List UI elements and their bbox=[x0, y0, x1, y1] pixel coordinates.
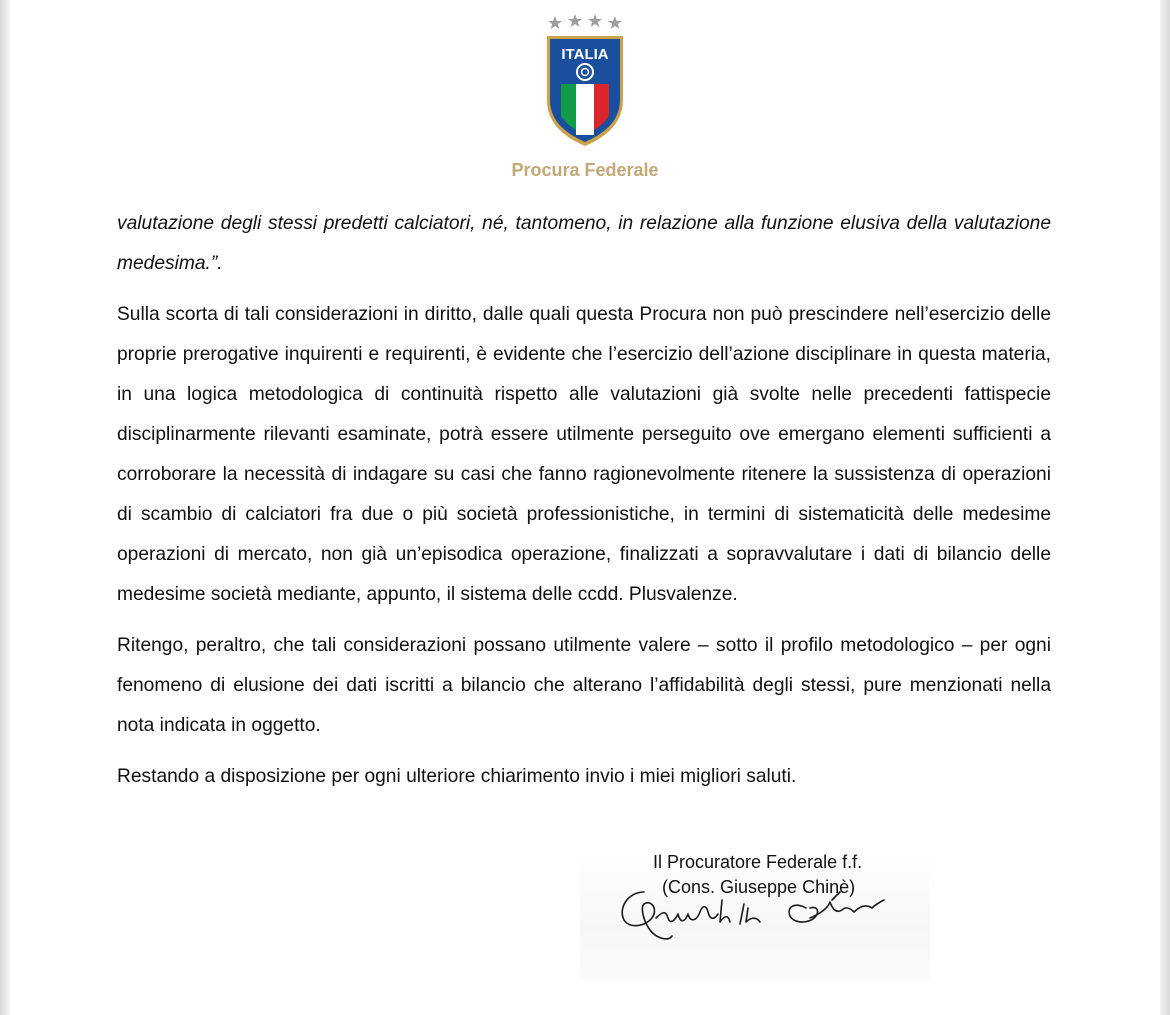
figc-italia-logo bbox=[541, 12, 629, 152]
paragraph-considerations: Sulla scorta di tali considerazioni in diritto, dalle quali questa Procura non può prescindere nell’esercizio delle proprie prerogative inquirenti e requirenti, è evidente che l’esercizio dell’azione disciplinare in questa materia, in una logica metodologica di continuità rispetto alle valutazioni già svolte nelle precedenti fattispecie disciplinarmente rilevanti esaminate, potrà essere utilmente perseguito ove emergano elementi sufficienti a corroborare la necessità di indagare su casi che fanno ragionevolmente ritenere la sussistenza di operazioni di scambio di calciatori fra due o più società professionistiche, in termini di sistematicità delle medesime operazioni di mercato, non già un’episodica operazione, finalizzati a sopravvalutare i dati di bilancio delle medesime società mediante, appunto, il sistema delle ccdd. Plusvalenze. bbox=[117, 304, 1051, 605]
stars-icon bbox=[548, 14, 622, 29]
page-edge-right bbox=[1160, 0, 1170, 1015]
paragraph-methodology: Ritengo, peraltro, che tali considerazioni possano utilmente valere – sotto il profilo metodologico – per ogni fenomeno di elusione dei dati iscritti a bilancio che alterano l’affidabilità degli stessi, pure menzionati nella nota indicata in oggetto. bbox=[117, 635, 1051, 736]
signatory-title: Il Procuratore Federale f.f. bbox=[653, 852, 863, 872]
svg-text:ITALIA: ITALIA bbox=[561, 46, 609, 63]
office-name: Procura Federale bbox=[511, 160, 659, 180]
page-edge-left bbox=[0, 0, 10, 1015]
paragraph-closing: Restando a disposizione per ogni ulteriore chiarimento invio i miei migliori saluti. bbox=[117, 766, 797, 787]
paragraph-quote-end: valutazione degli stessi predetti calciatori, né, tantomeno, in relazione alla funzione elusiva della valutazione medesima.”. bbox=[117, 213, 1051, 274]
signatory-name: (Cons. Giuseppe Chinè) bbox=[662, 877, 856, 897]
handwritten-signature bbox=[610, 878, 910, 958]
letter-body bbox=[117, 204, 1051, 797]
